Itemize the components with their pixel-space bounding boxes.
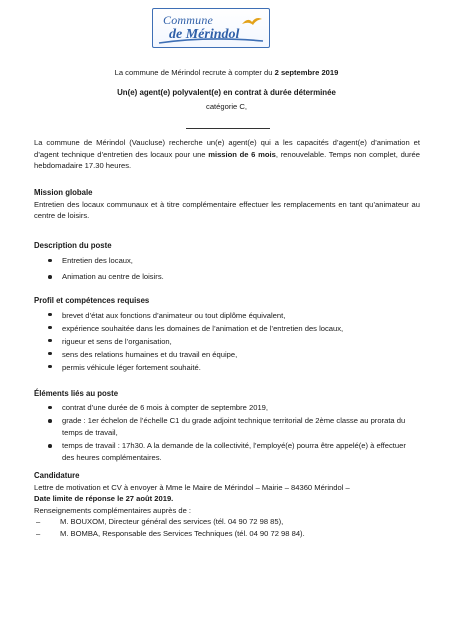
list-item [34, 309, 420, 322]
candidature-heading: Candidature [34, 471, 80, 480]
dash-icon: – [36, 517, 41, 527]
profile-item: rigueur et sens de l’organisation, [62, 336, 172, 346]
elements-section [34, 388, 420, 464]
bullet-icon [48, 352, 52, 356]
candidature-info-intro: Renseignements complémentaires auprès de : [34, 505, 192, 515]
mission-section [34, 187, 420, 222]
logo-line1: Commune [163, 13, 214, 27]
title-divider [186, 128, 270, 129]
elements-item: grade : 1er échelon de l’échelle C1 du grade adjoint technique territorial de 2ème classe au prorata du temps de travail, [62, 416, 406, 437]
profile-section [34, 295, 420, 374]
list-item [34, 255, 420, 267]
intro-part1: La commune de Mérindol (Vaucluse) recherche un(e) agent(e) qui a les capacités d’agent(e) d’animation et d’agent technique d’entretien des locaux pour une [34, 138, 420, 159]
recruit-prefix: La commune de Mérindol recrute à compter du [114, 68, 275, 77]
profile-heading: Profil et compétences requises [34, 296, 150, 305]
list-item [34, 415, 420, 438]
profile-item: expérience souhaitée dans les domaines de l’animation et de l’entretien des locaux, [62, 323, 344, 333]
list-item [34, 348, 420, 361]
elements-heading: Éléments liés au poste [34, 389, 119, 398]
list-item [34, 361, 420, 374]
position-title: Un(e) agent(e) polyvalent(e) en contrat à durée déterminée [117, 88, 336, 97]
dash-icon: – [36, 528, 41, 538]
candidature-letter: Lettre de motivation et CV à envoyer à Mme le Maire de Mérindol – Mairie – 84360 Mérindol – [34, 482, 350, 492]
list-item [34, 322, 420, 335]
bullet-icon [48, 326, 52, 330]
profile-item: permis véhicule léger fortement souhaité. [62, 362, 201, 372]
list-item [34, 335, 420, 348]
description-heading: Description du poste [34, 241, 112, 250]
bullet-icon [48, 419, 52, 423]
bullet-icon [48, 259, 52, 263]
contact-text: M. BOMBA, Responsable des Services Techniques (tél. 04 90 72 98 84). [60, 528, 305, 538]
bullet-icon [48, 313, 52, 317]
intro-bold: mission de 6 mois [208, 149, 276, 159]
list-item [34, 402, 420, 414]
mission-heading: Mission globale [34, 188, 93, 197]
category-line: catégorie C, [206, 102, 247, 111]
list-item [34, 271, 420, 283]
contact-item [34, 516, 420, 528]
bullet-icon [48, 444, 52, 448]
bullet-icon [48, 406, 52, 410]
list-item [34, 440, 420, 463]
bullet-icon [48, 275, 52, 279]
bullet-icon [48, 365, 52, 369]
elements-item: contrat d’une durée de 6 mois à compter de septembre 2019, [62, 402, 268, 412]
swoosh-icon [157, 37, 265, 45]
logo-line2: de Mérindol [169, 27, 240, 42]
candidature-section [34, 470, 420, 540]
commune-logo [152, 8, 270, 48]
contact-item [34, 528, 420, 540]
contact-text: M. BOUXOM, Directeur général des services (tél. 04 90 72 98 85), [60, 517, 284, 527]
profile-item: brevet d’état aux fonctions d’animateur ou tout diplôme équivalent, [62, 310, 286, 320]
recruit-line [0, 68, 453, 77]
elements-item: temps de travail : 17h30. A la demande de la collectivité, l’employé(e) pourra être appelé(e) à effectuer des heures complémentaires. [62, 441, 406, 462]
candidature-deadline: Date limite de réponse le 27 août 2019. [34, 494, 174, 504]
bird-icon [241, 15, 263, 29]
recruit-date: 2 septembre 2019 [274, 68, 339, 77]
description-item: Entretien des locaux, [62, 255, 133, 265]
description-section [34, 240, 420, 283]
intro-part2: , renouvelable. Temps non complet, durée hebdomadaire 17.30 heures. [34, 149, 420, 171]
profile-item: sens des relations humaines et du travail en équipe, [62, 349, 238, 359]
mission-text: Entretien des locaux communaux et à titre complémentaire effectuer les remplacements en tant qu’animateur au centre de loisirs. [34, 199, 420, 221]
description-item: Animation au centre de loisirs. [62, 272, 164, 282]
intro-paragraph [34, 137, 420, 172]
bullet-icon [48, 339, 52, 343]
